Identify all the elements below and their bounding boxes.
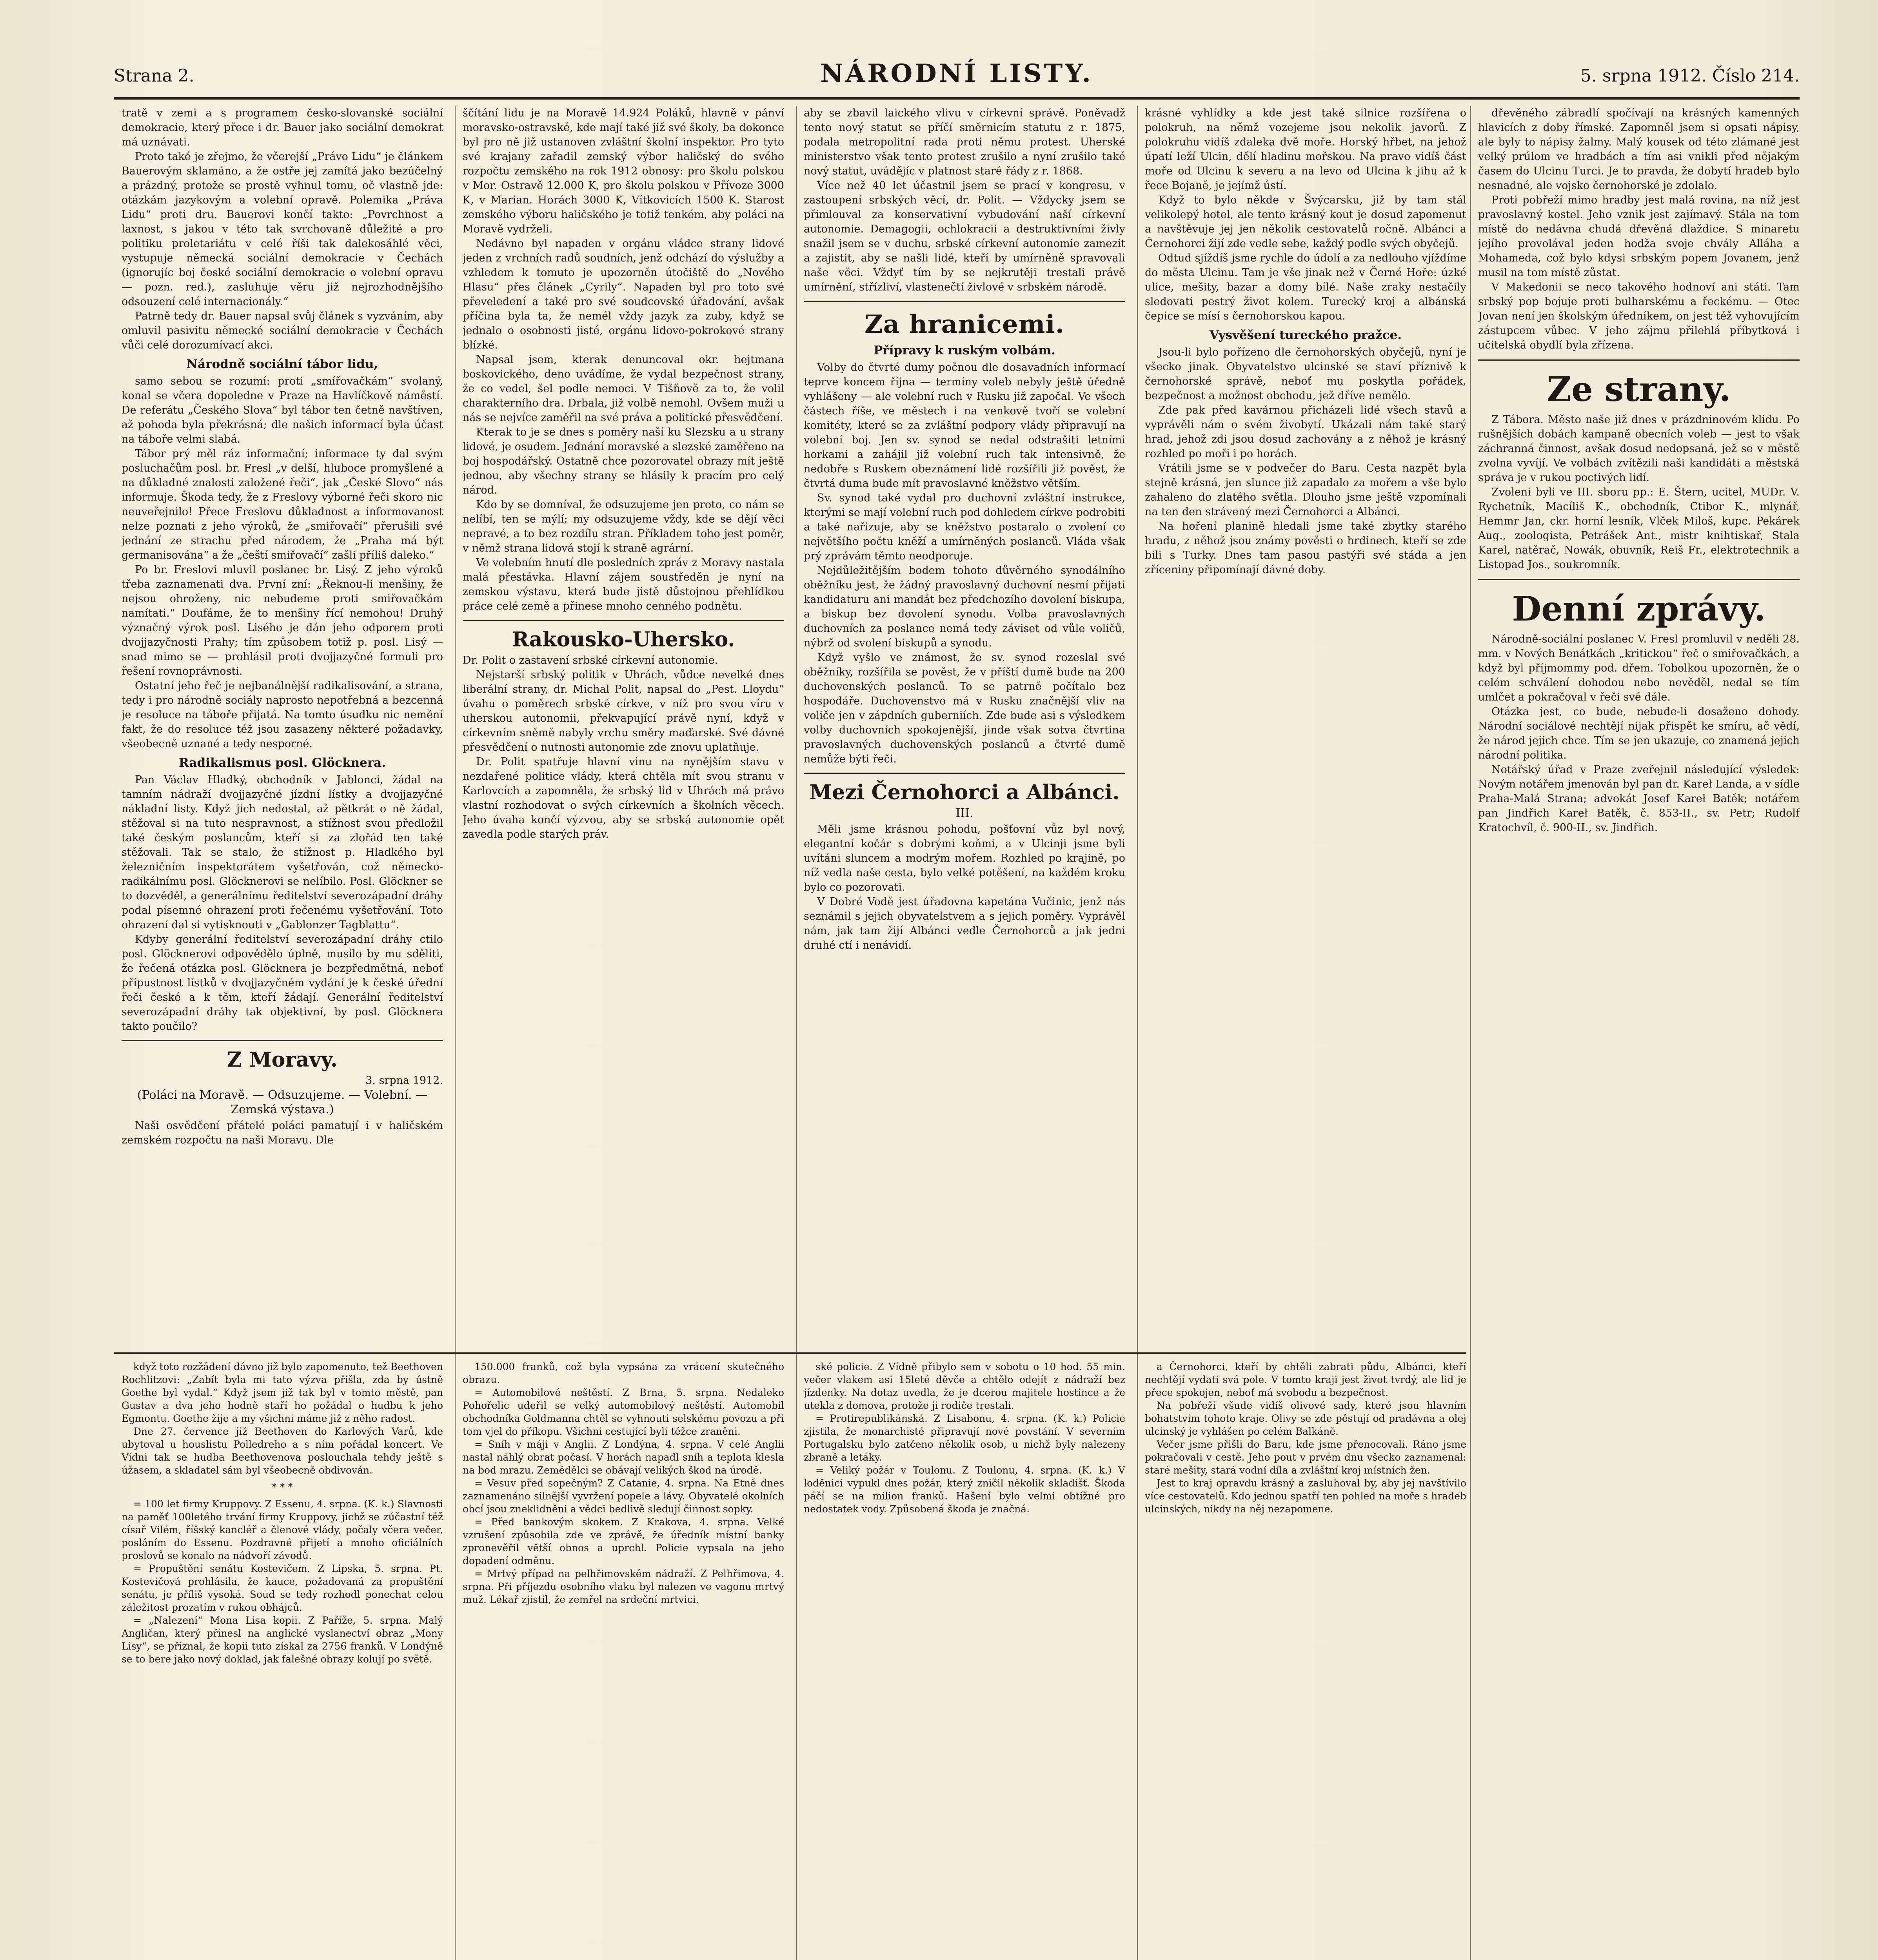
paragraph: tratě v zemi a s programem česko-slovanské sociální demokracie, který přece i dr. Bauer jako sociální demokrat má uznávati. (122, 107, 443, 148)
section-heading: Denní zprávy. (1512, 589, 1766, 629)
paragraph: = „Nalezení“ Mona Lisa kopii. Z Paříže, 5. srpna. Malý Angličan, který přinesl na anglické vyslanectví obraz „Mony Lisy“, se přiznal, že kopii tuto získal za 2756 franků. V Londýně se to bere jako nový doklad, jak falešné obrazy kolují po světě. (122, 1615, 443, 1665)
paragraph: = Před bankovým skokem. Z Krakova, 4. srpna. Velké vzrušení způsobila zde ve zprávě, že úředník místní banky zpronevěřil větší obnos a uprchl. Policie vypsala na jeho dopadení odměnu. (463, 1516, 784, 1566)
subheading: Národně sociální tábor lidu, (186, 357, 378, 371)
column-2 (463, 106, 784, 1348)
bottom-column-4 (1145, 1360, 1466, 1960)
paragraph: Naši osvědčení přátelé poláci pamatují i v haličském zemském rozpočtu na naši Moravu. Dle (122, 1120, 443, 1146)
page-number: Strana 2. (114, 66, 194, 86)
paragraph: Na pobřeží všude vidíš olivové sady, které jsou hlavním bohatstvím tohoto kraje. Olivy se zde pěstují od pradávna a olej ulcinský je vyhlášen po celém Balkáně. (1145, 1400, 1466, 1437)
paragraph: = Protirepublikánská. Z Lisabonu, 4. srpna. (K. k.) Policie zjistila, že monarchisté připravují nové povstání. V severním Portugalsku bylo zatčeno několik osob, u nichž byly nalezeny zbraně a letáky. (804, 1413, 1125, 1463)
masthead: NÁRODNÍ LISTY. (820, 59, 1093, 88)
paragraph: Více než 40 let účastnil jsem se prací v kongresu, v zastoupení srbských věcí, dr. Polit. — Vždycky jsem se přimlouval za konservativní vybudování naší církevní autonomie. Demagogii, ochlokracii a destruktivními živly snažil jsem se v duchu, srbské církevní autonomie zamezit a zajistit, aby se našli lidé, kteří by umírněně spravovali naše věci. Vždyť tím by se nejkrutěji trestali právě umírnění, střízliví, vlastenečtí živlové v srbském národě. (804, 180, 1125, 293)
section-heading: Rakousko-Uhersko. (512, 628, 735, 652)
paragraph: Z Tábora. Město naše již dnes v prázdninovém klidu. Po rušnějších dobách kampaně obecních voleb — jest to však záchranná činnost, avšak dosud nedopsaná, jež se v městě zvolna vyvíjí. Ve volbách zvítězili naši kandidáti a městská správa je v rukou poctivých lidí. (1478, 414, 1800, 484)
subheading: Vysvěšení tureckého pražce. (1209, 328, 1402, 342)
paragraph: když toto rozžádení dávno již bylo zapomenuto, tež Beethoven Rochlitzovi: „Zabít byla mi tato výzva přišla, zda by ústně Goethe byl vydal.“ Když jsem již tak byl v tomto městě, pan Gustav a dva jeho hodně staří ho požádal o hudbu k jeho Egmontu. Goethe žije a my všichni máme již z něho radost. (122, 1361, 443, 1424)
paragraph: ské policie. Z Vídně přibylo sem v sobotu o 10 hod. 55 min. večer vlakem asi 15leté děvče a chtělo odejít z nádraží bez jízdenky. Na dotaz uvedla, že je dcerou majitele hostince a že utekla z domova, protože ji rodiče trestali. (804, 1361, 1125, 1411)
column-5 (1478, 106, 1800, 1960)
paragraph: Tábor prý měl ráz informační; informace ty dal svým posluchačům posl. br. Fresl „v delší, hluboce promyšlené a na důkladné znalosti založené řeči“, jak „České Slovo“ nás informuje. Škoda tedy, že z Freslovy výborné řeči skoro nic neuveřejnilo! Přece Freslovu důkladnost a informovanost nelze poznati z jeho výroků, že „smiřovačí“ přerušili své jednání ze strachu před národem, že „Praha má být germanisována“ a že „čeští smiřovačí“ zašli příliš daleko.“ (122, 448, 443, 561)
section-heading: Mezi Černohorci a Albánci. (809, 780, 1120, 804)
paragraph: dřevěného zábradlí spočívají na krásných kamenných hlavicích z doby římské. Zapomněl jsem si opsati nápisy, ale byly to nápisy žalmy. Malý kousek od této zlámané jest velký prúlom ve hradbách a tím asi vnikli před nějakým časem do Ulcinu Turci. Je to pravda, že dobytí hradeb bylo nesnadné, ale vojsko černohorské je zdolalo. (1478, 107, 1800, 192)
paragraph: Když vyšlo ve známost, že sv. synod rozeslal své oběžníky, rozšířila se pověst, že v příští dumě bude na 200 duchovenských poslanců. To se patrně počítalo bez hospodáře. Duchovenstvo má v Rusku značnější vliv na voliče jen v zápdních guberniích. Zde bude asi s výsledkem volby duchovních spokojenější, jinde však sotva čtvrtina pravoslavných duchovenských poslanců a čtvrté dumě nemůže býti řeči. (804, 652, 1125, 765)
column-divider (796, 106, 797, 1960)
section-heading: Z Moravy. (227, 1048, 338, 1072)
kicker: (Poláci na Moravě. — Odsuzujeme. — Volební. — Zemská výstava.) (137, 1088, 428, 1116)
paragraph: aby se zbavil laického vlivu v církevní správě. Poněvadž tento nový statut se příčí směrnicím statutu z r. 1875, podala metropolitní rada proti němu protest. Uherské ministerstvo však tento protest zrušilo a nyní zrušilo také nový statut, uvádějíc v platnost staré řády z r. 1868. (804, 107, 1125, 177)
paragraph: Po br. Freslovi mluvil poslanec br. Lisý. Z jeho výroků třeba zaznamenati dva. První zní: „Řeknou-li menšiny, že nejsou ohroženy, nic nebudeme proti smiřovačkám namítati.“ Doufáme, že to menšiny řící nemohou! Druhý význačný výrok posl. Lisého je dán jeho odporem proti dvojjazyčnosti Prahy; tím způsobem totiž p. posl. Lisý — snad mimo se — prohlásil proti dvojjazyčné formuli pro řešení rovnoprávnosti. (122, 564, 443, 677)
page-header (114, 59, 1800, 90)
paragraph: 150.000 franků, což byla vypsána za vrácení skutečného obrazu. (463, 1361, 784, 1385)
paragraph: Patrně tedy dr. Bauer napsal svůj článek s vyzváním, aby omluvil pasivitu německé sociální demokracie v Čechách vůči celé dorozumívací akci. (122, 310, 443, 351)
paragraph: Nejdůležitějším bodem tohoto důvěrného synodálního oběžníku jest, že žádný pravoslavný duchovní nesmí přijati kandidaturu ani mandát bez předchozího dovolení biskupa, a biskup bez dovolení synodu. Volba pravoslavných duchovních za poslance nemá tedy záviset od vůle voličů, nýbrž od svolení biskupů a synodu. (804, 564, 1125, 649)
paragraph: Dr. Polit o zastavení srbské církevní autonomie. (463, 654, 718, 666)
paragraph: = Veliký požár v Toulonu. Z Toulonu, 4. srpna. (K. k.) V loděnici vypukl dnes požár, který zničil několik skladišť. Škoda páčí se na milion franků. Hašení bylo velmi obtížné pro nedostatek vody. Způsobená škoda je značná. (804, 1465, 1125, 1515)
paragraph: Notářský úřad v Praze zveřejnil následující výsledek: Novým notářem jmenován byl pan dr. Kareł Landa, a v sídle Praha-Malá Strana; advokát Josef Kareł Batěk; notářem pan Jindřich Kareł Batěk, č. 853-II., sv. Petr; Rudolf Kratochvíl, č. 900-II., sv. Jindřich. (1478, 764, 1800, 834)
paragraph: Dr. Polit spatřuje hlavní vinu na nynějším stavu v nezdařené politice vlády, která chtěla mít svou stranu v Karlovcích a zapomněla, že srbský lid v Uhrách má právo vlastní rozhodovat o svých církevních a školních věcech. Jeho úvaha končí výzvou, aby se srbská autonomie opět zavedla podle starých práv. (463, 756, 784, 840)
divider (463, 620, 784, 621)
paragraph: Ostatní jeho řeč je nejbanálnější radikalisování, a strana, tedy i pro národně sociály naprosto nepotřebná a bezcenná je resoluce na táboře přijatá. Na tomto úsudku nic nemění fakt, že do resoluce též jsou zasazeny některé požadavky, všeobecně uznané a tedy nesporné. (122, 680, 443, 750)
paragraph: Národně-sociální poslanec V. Fresl promluvil v neděli 28. mm. v Nových Benátkách „kritickou“ řeč o smiřovačkách, a když byl příjmommy pod. dřem. Tobolkou upozorněn, že o celém schválení dohodou nebo nevěděl, nedal se tím umlčet a pokračoval v řeči své dále. (1478, 633, 1800, 703)
paragraph: Když to bylo někde v Švýcarsku, již by tam stál velikolepý hotel, ale tento krásný kout je dosud zapomenut a navštěvuje jej jen několik cestovatelů ročně. Albánci a Černohorci žijí zde vedle sebe, každý podle svých obyčejů. (1145, 194, 1466, 250)
divider (1478, 359, 1800, 361)
section-rule (114, 1352, 1466, 1354)
paragraph: Sv. synod také vydal pro duchovní zvláštní instrukce, kterými se mají volební ruch pod dohledem církve podrobiti a také nařizuje, aby se kněžstvo postaralo o zvolení co největšího počtu kněží a umírněných poslanců. Vláda však prý zprávám těmto neodporuje. (804, 492, 1125, 562)
column-divider (455, 106, 456, 1960)
issue-date: 5. srpna 1912. Číslo 214. (1580, 66, 1800, 86)
paragraph: Proto také je zřejmo, že včerejší „Právo Lidu“ je článkem Bauerovým sklamáno, a že ostře jej zamítá jako bezúčelný a prázdný, protože se prostě vyhnul tomu, oč vlastně jde: otázkám jazykovým a volební opravě. Polemika „Práva Lidu“ proti dru. Bauerovi končí takto: „Povrchnost a laxnost, s jakou v této tak svrchovaně důležité a pro politiku proletariátu v celé říši tak dalekosáhlé věci, vystupuje německá sociální demokracie v Čechách (ignorujíc boj české sociální demokracie o volební opravu — pozn. red.), zasluhuje věru již nejrozhodnějšího odsouzení celé internacionály.“ (122, 151, 443, 308)
paragraph: Jest to kraj opravdu krásný a zasluhoval by, aby jej navštívilo více cestovatelů. Kdo jednou spatří ten pohled na moře s hradeb ulcinských, nikdy na něj nezapomene. (1145, 1477, 1466, 1515)
paragraph: a Černohorci, kteří by chtěli zabrati půdu, Albánci, kteří nechtějí vydati svá pole. V tomto kraji jest život tvrdý, ale lid je přece spokojen, neboť má svobodu a bezpečnost. (1145, 1361, 1466, 1398)
paragraph: Měli jsme krásnou pohodu, pošťovní vůz byl nový, elegantní kočár s dobrými koňmi, a v Ulcinji jsme byli uvítáni sluncem a modrým mořem. Rozhled po krajině, po níž vedla naše cesta, bylo velké potěšení, na každém kroku bylo co pozorovati. (804, 823, 1125, 893)
paragraph: Kdo by se domníval, že odsuzujeme jen proto, co nám se nelíbí, ten se mýlí; my odsuzujeme vždy, kde se dějí věci nepravé, a to bez rozdílu stran. Příkladem toho jest poměr, v němž strana lidová stojí k straně agrární. (463, 499, 784, 554)
dateline: 3. srpna 1912. (365, 1074, 443, 1087)
paragraph: Nejstarší srbský politik v Uhrách, vůdce nevelké dnes liberální strany, dr. Michal Polit, napsal do „Pest. Lloydu“ úvahu o poměrech srbské církve, v níž pro svou víru v uherskou autonomii, překvapující právě nyní, když v církevním sněmě nabyly vrchu směry maďarské. Své dávné přesvědčení o nutnosti autonomie zde znovu uplatňuje. (463, 669, 784, 753)
paragraph: Večer jsme přišli do Baru, kde jsme přenocovali. Ráno jsme pokračovali v cestě. Jeho pout v prvém dnu všecko zaznamenal: staré mešity, stará vodní díla a zvláštní kroj místních žen. (1145, 1439, 1466, 1476)
paragraph: Pan Václav Hladký, obchodník v Jablonci, žádal na tamním nádraží dvojjazyčné jízdní lístky a dvojjazyčné nákladní listy. Když jich nedostal, až pětkrát o ně žádal, stěžoval si na tuto nespravnost, a stížnost svou předložil také českým poslancům, kteří si za zlořád ten také stěžovali. Tak se stalo, že stížnost p. Hladkého byl železničním inspektorátem vyšetřován, což německo-radikálnímu posl. Glöcknerovi se nelíbilo. Posl. Glöckner se to dozvěděl, a generálnímu ředitelství severozápadní dráhy podal písemné ohrazení proti řečenému vyšetřování. Toto ohrazení dal si vytisknouti v „Gablonzer Tagblattu“. (122, 774, 443, 931)
roman-numeral: III. (955, 806, 974, 820)
paragraph: Zde pak před kavárnou přicházeli lidé všech stavů a vyprávěli nám o svém živobytí. Ukázali nám také starý hrad, jehož zdi jsou dosud zachovány a z něhož je krásný rozhled po moři i po horách. (1145, 404, 1466, 460)
separator-stars: * * * (272, 1481, 293, 1493)
paragraph: Dne 27. července již Beethoven do Karlových Varů, kde ubytoval u houslistu Polledreho a s ním pořádal koncert. Ve Vídni tak se hudba Beethovenova poslouchala tehdy ještě s úžasem, a skladatel sám byl všeobecně obdivován. (122, 1426, 443, 1476)
paragraph: Jsou-li bylo pořízeno dle černohorských obyčejů, nyní je všecko jinak. Obyvatelstvo ulcinské se staví příznivě k černohorské správě, neboť mu poskytla pořádek, bezpečnost a možnost obchodu, jež dříve nemělo. (1145, 346, 1466, 402)
section-heading: Ze strany. (1547, 370, 1731, 409)
paragraph: Proti pobřeží mimo hradby jest malá rovina, na níž jest pravoslavný kostel. Jeho vznik jest zajímavý. Stála na tom místě do nedávna chudá dřevěná dlaždice. S minaretu jejího provolával jeden hodža svoje chvály Alláha a Mohameda, což bylo kdysi srbským popem Jovanem, jenž musil na tom místě zůstat. (1478, 194, 1800, 279)
divider (804, 773, 1125, 774)
paragraph: Vrátili jsme se v podvečer do Baru. Cesta nazpět byla stejně krásná, jen slunce již zapadalo za mořem a vše bylo zahaleno do zlatého světla. Dlouho jsme ještě vzpomínali na ten den strávený mezi Černohorci a Albánci. (1145, 462, 1466, 518)
paragraph: Na hoření planině hledali jsme také zbytky starého hradu, z něhož jsou známy pověsti o hrdinech, kteří se zde bili s Turky. Dnes tam pasou pastýři své stáda a jen zříceniny připomínají dávné doby. (1145, 520, 1466, 576)
paragraph: ščítání lidu je na Moravě 14.924 Poláků, hlavně v pánví moravsko-ostravské, kde mají také již své školy, ba dokonce byl pro ně již ustanoven zvláštní školní inspektor. Pro tyto své krajany zařadil zemský výbor haličský do svého rozpočtu zemského na rok 1912 obnosy: pro školu polskou v Mor. Ostravě 12.000 K, pro školu polskou v Přívoze 3000 K, v Marian. Horách 3000 K, Vítkovicích 1500 K. Starost zemského výboru haličského je totiž tenkém, aby poláci na Moravě vydrželi. (463, 107, 784, 235)
paragraph: Ve volebním hnutí dle posledních zpráv z Moravy nastala malá přestávka. Hlavní zájem soustředěn je nyní na zemskou výstavu, která bude jistě důstojnou přehlídkou práce celé země a přinese mnoho cenného podnětu. (463, 557, 784, 612)
paragraph: Volby do čtvrté dumy počnou dle dosavadních informací teprve koncem října — termíny voleb nebyly ještě úředně vyhlášeny — ale volební ruch v Rusku již započal. Ve všech částech říše, ve městech i na venkově tvoří se volební komitéty, které se za zvláštní podpory vlády připravují na volební boj. Jen sv. synod se nedal odstrašiti letními horkami a zahájil již volební ruch tak intensivně, že nedobře s Ruskem obeznámení lidé rozšířili již pověst, že čtvrtá duma bude mít pravoslavné kněžstvo větším. (804, 361, 1125, 490)
paragraph: Zvoleni byli ve III. sboru pp.: E. Štern, ucitel, MUDr. V. Rychetník, Macíliš K., obchodník, Ctibor K., mlynář, Hemmr Jan, ckr. horní lesník, Vlček Miloš, kupc. Pekárek Aug., zoologista, Petrášek Ant., mistr knihtiskař, Stala Karel, natěrač, Nowák, obuvník, Reiš Fr., elektrotechnik a Listopad Jos., soukromník. (1478, 486, 1800, 571)
paragraph: samo sebou se rozumí: proti „smířovačkám“ svolaný, konal se včera dopoledne v Praze na Havlíčkově náměstí. De referátu „Českého Slova“ byl tábor ten četně navštíven, až pohoda byla překrásná; dle našich informací byla účast na táboře velmi slabá. (122, 375, 443, 445)
header-rule (114, 97, 1800, 100)
subheading: Radikalismus posl. Glöcknera. (178, 756, 386, 770)
paragraph: = Sníh v máji v Anglii. Z Londýna, 4. srpna. V celé Anglii nastal náhlý obrat počasí. V horách napadl sníh a teplota klesla na bod mrazu. Zemědělci se obávají velikých škod na úrodě. (463, 1439, 784, 1476)
divider (1478, 579, 1800, 580)
paragraph: Nedávno byl napaden v orgánu vládce strany lidové jeden z vrchních radů soudních, jenž odchází do výslužby a vzhledem k tomuto je upozorněn útočiště do „Nového Hlasu“ přes článek „Cyrily“. Napaden byl pro toto své převeledení a také pro své soudcovské úřadování, avšak příčina byla ta, že nemél vždy jazyk za zuby, když se jednalo o osobnosti jisté, orgánu lidovo-pokrokové strany blízké. (463, 238, 784, 351)
paragraph: Kterak to je se dnes s poměry naší ku Slezsku a u strany lidové, je osudem. Jednání moravské a slezské zaměřeno na boj hospodářský. Ostatně chce pozorovatel obrazy mít ještě jednou, aby všechny strany se hlásily k pracím pro celý národ. (463, 426, 784, 496)
column-1 (122, 106, 443, 1348)
paragraph: V Makedonii se neco takového hodnoví ani státi. Tam srbský pop bojuje proti bulharskému a řeckému. — Otec Jovan není jen školským úředníkem, on jest též vyhovujícím zástupcem vůbec. V jeho zájmu přilehlá příbytková i učitelská obydlí byla zřízena. (1478, 281, 1800, 351)
paragraph: Napsal jsem, kterak denuncoval okr. hejtmana boskovického, deno uvádíme, že vydal bezpečnost strany, že co vedel, šel podle nemoci. V Tišňově za to, že volil charakterního dra. Drbala, již volbě nemohl. Ovšem muži u nás se nejvíce zaměřil na své práva a politické přesvědčení. (463, 354, 784, 424)
paragraph: krásné vyhlídky a kde jest také silnice rozšířena o polokruh, na němž vozejeme jsou nekolik javorů. Z polokruhu vidíš zdaleka dvě moře. Horský hřbet, na jehož úpatí leží Ulcin, dělí hladinu mořskou. Na pravo vidíš část moře od Ulcinu k severu a na levo od Ulcina k jihu až k řece Bojaně, je jejímž ústí. (1145, 107, 1466, 192)
section-heading: Za hranicemi. (864, 310, 1065, 339)
subheading: Přípravy k ruským volbám. (874, 343, 1055, 358)
paragraph: Kdyby generální ředitelství severozápadní dráhy ctilo posl. Glöcknerovi odpovědělo úplně, musilo by mu sděliti, že řečená otázka posl. Glöcknera je bezpředmětná, neboť přípustnost lístků v dvojjazyčném vydání je k české úřední řeči české a k těm, kteří žádají. Generální ředitelství severozápadní dráhy tak objektivní, by posl. Glöcknera takto poučilo? (122, 933, 443, 1033)
column-divider (1470, 106, 1471, 1960)
column-divider (1137, 106, 1138, 1960)
paragraph: Otázka jest, co bude, nebude-li dosaženo dohody. Národní sociálové nechtějí nijak přispět ke smíru, ač vědí, že národ jejich chce. Tím se jen ukazuje, co znamená jejich národní politika. (1478, 706, 1800, 761)
divider (122, 1040, 443, 1041)
paragraph: = Vesuv před sopečným? Z Catanie, 4. srpna. Na Etně dnes zaznamenáno silnější vyvržení popele a lávy. Obyvatelé okolních obcí jsou zneklidněni a vědci bedlivě sledují činnost sopky. (463, 1477, 784, 1515)
paragraph: Odtud sjíždíš jsme rychle do údolí a za nedlouho vjíždíme do města Ulcinu. Tam je vše jinak než v Černé Hoře: úzké ulice, mešity, bazar a domy bílé. Naše zraky nestačily sledovati pestrý život kolem. Turecký kroj a albánská čepice se mísí s černohorskou kapou. (1145, 252, 1466, 322)
paragraph: = 100 let firmy Kruppovy. Z Essenu, 4. srpna. (K. k.) Slavnosti na paměť 100letého trvání firmy Kruppovy, jichž se zúčastní též císař Vilém, říšský kancléř a členové vlády, počaly včera večer, posláním do Essenu. Pozdravné přijetí a mnoho oficiálních proslovů se konalo na nádvoří závodů. (122, 1498, 443, 1561)
paragraph: = Automobilové neštěstí. Z Brna, 5. srpna. Nedaleko Pohořelic udeřil se velký automobilový neštěstí. Automobil obchodníka Goldmanna chtěl se vyhnouti selskému povozu a při tom vjel do příkopu. Všichni cestující byli těžce zraněni. (463, 1387, 784, 1437)
paragraph: V Dobré Vodě jest úřadovna kapetána Vučinic, jenž nás seznámil s jejich obyvatelstvem a s jejich poměry. Vyprávěl nám, jak tam žijí Albánci vedle Černohorců a jak jedni druhé ctí i nenávidí. (804, 896, 1125, 951)
bottom-column-3 (804, 1360, 1125, 1960)
divider (804, 301, 1125, 302)
paragraph: = Propuštění senátu Kostevičem. Z Lipska, 5. srpna. Pt. Kostevičová prohlásila, že kauce, požadovaná za propuštění senátu, je příliš vysoká. Soud se tedy rozhodl ponechat celou záležitost prozatím v rukou obhájců. (122, 1563, 443, 1613)
column-3 (804, 106, 1125, 1348)
bottom-column-2 (463, 1360, 784, 1960)
column-4 (1145, 106, 1466, 1348)
paragraph: = Mrtvý případ na pelhřimovském nádraží. Z Pelhřimova, 4. srpna. Při příjezdu osobního vlaku byl nalezen ve vagonu mrtvý muž. Lékař zjistil, že zemřel na srdeční mrtvici. (463, 1568, 784, 1605)
bottom-column-1 (122, 1360, 443, 1960)
